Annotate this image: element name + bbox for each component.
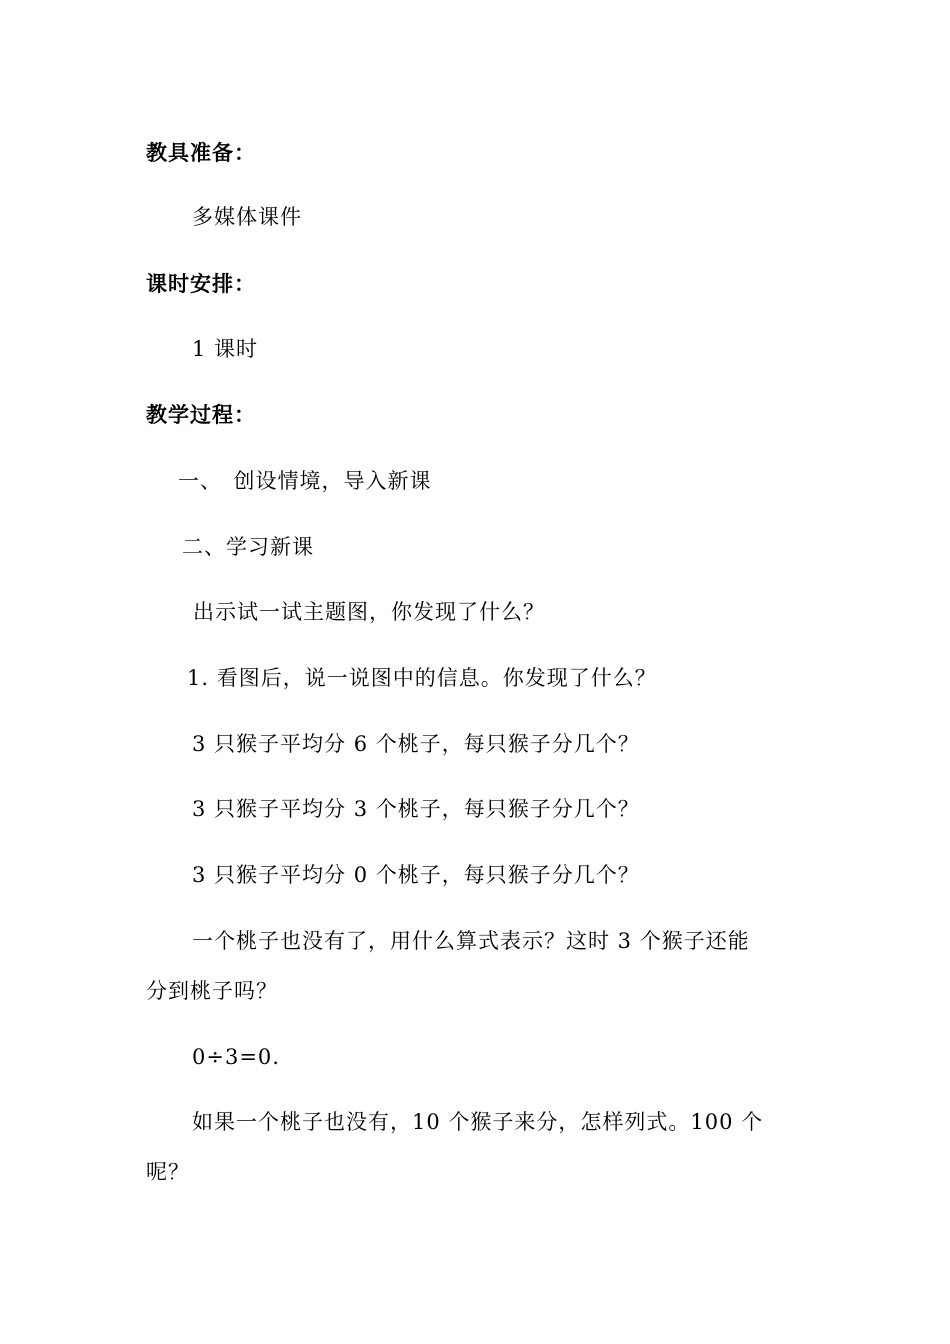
question-one: 3 只猴子平均分 6 个桃子，每只猴子分几个？ xyxy=(192,732,640,756)
schedule-heading: 课时安排： xyxy=(146,272,256,296)
item-one: 1. 看图后，说一说图中的信息。你发现了什么？ xyxy=(187,666,657,690)
question-two: 3 只猴子平均分 3 个桃子，每只猴子分几个？ xyxy=(192,797,640,821)
show-image-text: 出示试一试主题图，你发现了什么？ xyxy=(193,600,545,624)
paragraph-one-line-one: 一个桃子也没有了，用什么算式表示？这时 3 个猴子还能 xyxy=(192,929,750,953)
step-one: 一、 创设情境，导入新课 xyxy=(178,469,432,493)
paragraph-two-line-two: 呢？ xyxy=(146,1160,190,1184)
schedule-content: 1 课时 xyxy=(192,337,259,361)
step-two: 二、学习新课 xyxy=(182,535,314,559)
tools-heading: 教具准备： xyxy=(146,141,256,165)
equation: 0÷3=0. xyxy=(192,1045,280,1069)
process-heading: 教学过程： xyxy=(146,403,256,427)
tools-content: 多媒体课件 xyxy=(192,205,302,229)
paragraph-two-line-one: 如果一个桃子也没有，10 个猴子来分，怎样列式。100 个 xyxy=(192,1110,764,1134)
paragraph-one-line-two: 分到桃子吗？ xyxy=(146,979,278,1003)
question-three: 3 只猴子平均分 0 个桃子，每只猴子分几个？ xyxy=(192,863,640,887)
